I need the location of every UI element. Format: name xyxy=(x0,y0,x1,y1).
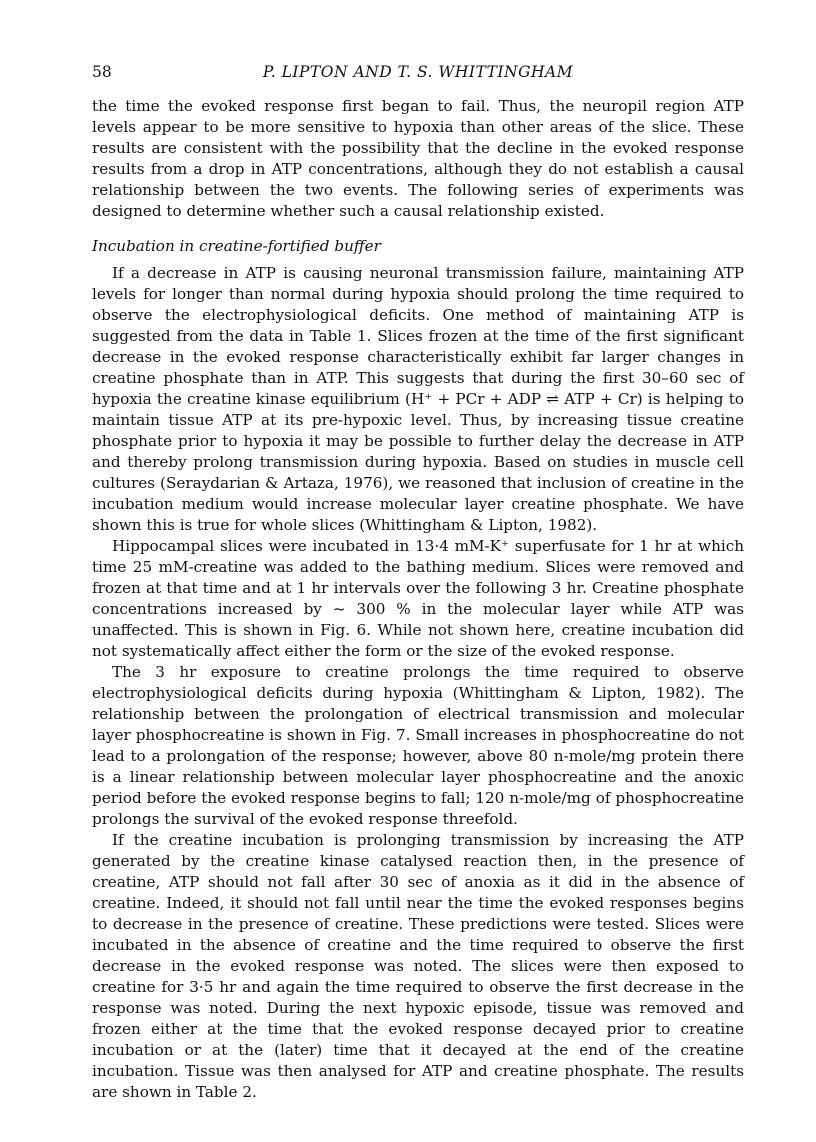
body-paragraph: If a decrease in ATP is causing neuronal transmission failure, maintaining ATP levels for longer than normal during hypoxia should prolong the time required to observe the electrophysiological deficits. One method of maintaining ATP is suggested from the data in Table 1. Slices frozen at the time of the first significant decrease in the evoked response characteristically exhibit far larger changes in creatine phosphate than in ATP. This suggests that during the first 30–60 sec of hypoxia the creatine kinase equilibrium (H⁺ + PCr + ADP ⇌ ATP + Cr) is helping to maintain tissue ATP at its pre-hypoxic level. Thus, by increasing tissue creatine phosphate prior to hypoxia it may be possible to further delay the decrease in ATP and thereby prolong transmission during hypoxia. Based on studies in muscle cell cultures (Seraydarian & Artaza, 1976), we reasoned that inclusion of creatine in the incubation medium would increase molecular layer creatine phosphate. We have shown this is true for whole slices (Whittingham & Lipton, 1982). xyxy=(92,264,744,534)
page xyxy=(92,62,744,1103)
body-paragraph: The 3 hr exposure to creatine prolongs the time required to observe electrophysiological deficits during hypoxia (Whittingham & Lipton, 1982). The relationship between the prolongation of electrical transmission and molecular layer phosphocreatine is shown in Fig. 7. Small increases in phosphocreatine do not lead to a prolongation of the response; however, above 80 n-mole/mg protein there is a linear relationship between molecular layer phosphocreatine and the anoxic period before the evoked response begins to fall; 120 n-mole/mg of phosphocreatine prolongs the survival of the evoked response threefold. xyxy=(92,663,744,828)
section-heading: Incubation in creatine-fortified buffer xyxy=(92,237,381,255)
page-header xyxy=(92,62,744,88)
running-head: P. LIPTON AND T. S. WHITTINGHAM xyxy=(262,63,574,81)
body-paragraph: If the creatine incubation is prolonging transmission by increasing the ATP generated by the creatine kinase catalysed reaction then, in the presence of creatine, ATP should not fall after 30 sec of anoxia as it did in the absence of creatine. Indeed, it should not fall until near the time the evoked responses begins to decrease in the presence of creatine. These predictions were tested. Slices were incubated in the absence of creatine and the time required to observe the first decrease in the evoked response was noted. The slices were then exposed to creatine for 3·5 hr and again the time required to observe the first decrease in the response was noted. During the next hypoxic episode, tissue was removed and frozen either at the time that the evoked response decayed prior to creatine incubation or at the (later) time that it decayed at the end of the creatine incubation. Tissue was then analysed for ATP and creatine phosphate. The results are shown in Table 2. xyxy=(92,831,744,1101)
body-paragraph: Hippocampal slices were incubated in 13·4 mM-K⁺ superfusate for 1 hr at which time 25 mM-creatine was added to the bathing medium. Slices were removed and frozen at that time and at 1 hr intervals over the following 3 hr. Creatine phosphate concentrations increased by ~ 300 % in the molecular layer while ATP was unaffected. This is shown in Fig. 6. While not shown here, creatine incubation did not systematically affect either the form or the size of the evoked response. xyxy=(92,537,744,660)
opening-paragraph: the time the evoked response first began to fail. Thus, the neuropil region ATP levels appear to be more sensitive to hypoxia than other areas of the slice. These results are consistent with the possibility that the decline in the evoked response results from a drop in ATP concentrations, although they do not establish a causal relationship between the two events. The following series of experiments was designed to determine whether such a causal relationship existed. xyxy=(92,97,744,220)
page-number: 58 xyxy=(92,63,112,81)
